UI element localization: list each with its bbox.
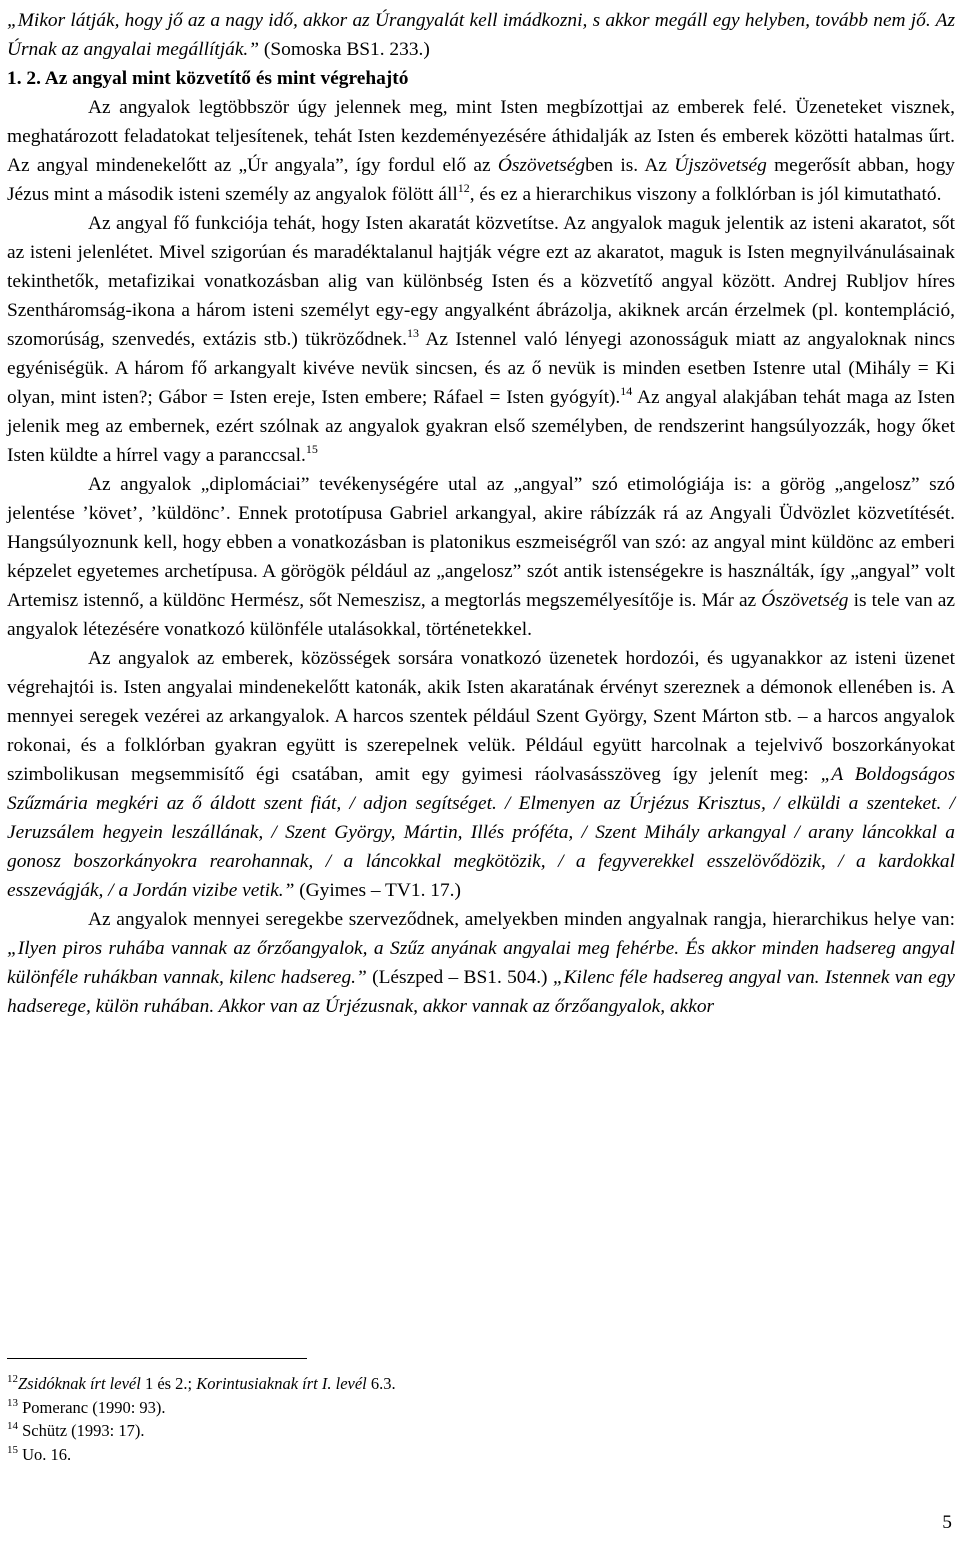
footnote-number: 13 — [7, 1396, 18, 1409]
text-run: Az Istennel való lényegi azonosságuk miatt az angyaloknak nincs egyéniségük. A három fő arkangyalt kivéve nevük sincsen, és az ő nevük is minden esetben Istenre utal (Mihály = Ki olyan, mint isten?; Gábor = Isten ereje, Isten embere; Ráfael = Isten gyógyít). — [7, 329, 956, 408]
text-run: Az angyalok legtöbbször úgy jelennek meg, mint Isten megbízottjai az emberek felé. Üzeneteket visznek, meghatározott feladatokat teljesítenek, tehát Isten kezdeményezésére áthidalják az Isten és emberek közötti hatalmas űrt. Az angyal mindenekelőtt az „Úr angyala”, így fordul elő az — [7, 97, 955, 176]
page-number: 5 — [942, 1512, 952, 1533]
incantation-quote: „A Boldogságos Szűzmária megkéri az ő áldott szent fiát, / adjon segítséget. / Elmenyen az Úrjézus Krisztus, / elküldi a szenteket. / Jeruzsálem hegyein leszállának, / Szent György, Mártin, Illés próféta, / Szent Mihály arkangyal / arany láncokkal a gonosz boszorkányokra rearohannak, / a láncokkal megkötözik, / a fegyverekkel esszelövődözik, / a kardokkal esszevágják, / a Jordán vizibe vetik.” — [7, 764, 955, 901]
footnote-text: 1 és 2.; — [140, 1374, 197, 1393]
paragraph-2 — [7, 209, 955, 470]
interview-quote: „Ilyen piros ruhába vannak az őrzőangyalok, a Szűz anyának angyalai meg fehérbe. És akkor minden hadsereg angyal különféle ruhákban vannak, kilenc hadsereg.” — [7, 938, 955, 988]
opening-quote-source: (Somoska BS1. 233.) — [259, 39, 430, 60]
italic-title: Újszövetség — [674, 155, 767, 176]
footnote-text: Zsidóknak írt levél — [18, 1374, 141, 1393]
footnote-separator — [7, 1358, 307, 1359]
opening-quote-text: „Mikor látják, hogy jő az a nagy idő, akkor az Úrangyalát kell imádkozni, s akkor megáll egy helyben, tovább nem jő. Az Úrnak az angyalai megállítják.” — [7, 10, 955, 60]
footnote-ref-14[interactable]: 14 — [620, 384, 633, 398]
footnote-text: 6.3. — [366, 1374, 396, 1393]
opening-quote — [7, 6, 955, 64]
footnote-13 — [7, 1396, 907, 1420]
footnote-15 — [7, 1443, 907, 1467]
quote-source: (Gyimes – TV1. 17.) — [294, 880, 461, 901]
footnote-text: Korintusiaknak írt I. levél — [196, 1374, 367, 1393]
footnote-number: 14 — [7, 1420, 18, 1432]
footnote-number: 12 — [7, 1373, 18, 1385]
quote-source: (Lészped – BS1. 504.) — [366, 967, 553, 988]
text-run: Az angyalok „diplomáciai” tevékenységére utal az „angyal” szó etimológiája is: a görög „angelosz” szó jelentése ’követ’, ’küldönc’. Ennek prototípusa Gabriel arkangyal, akire rábízzák rá az Angyali Üdvözlet közvetítését. Hangsúlyoznunk kell, hogy ebben a vonatkozásban is platonikus eszmeiségről van szó: az angyal mint küldönc az emberi képzelet egyetemes archetípusa. A görögök például az „angelosz” szót antik istenségekre is használták, így „angyal” volt Artemisz istennő, a küldönc Hermész, sőt Nemeszisz, a megtorlás megszemélyesítője is. Már az — [7, 474, 955, 611]
paragraph-5 — [7, 905, 955, 1021]
paragraph-1 — [7, 93, 955, 209]
footnote-14 — [7, 1419, 907, 1443]
footnote-12 — [7, 1372, 907, 1396]
text-run: Az angyalok mennyei seregekbe szerveződnek, amelyekben minden angyalnak rangja, hierarchikus helye van: — [88, 909, 955, 930]
footnotes — [7, 1372, 907, 1466]
text-run: Az angyal fő funkciója tehát, hogy Isten akaratát közvetítse. Az angyalok maguk jelentik az isteni akaratot, sőt az isteni jelenlétet. Mivel szigorúan és maradéktalanul hajtják végre ezt az akaratot, maguk is Isten megnyilvánulásainak tekinthetők, metafizikai vonatkozásban alig van különbség Isten és a közvetítő angyal között. Andrej Rubljov híres Szentháromság-ikona a három isteni személyt egy-egy angyalként ábrázolja, akiknek arcán érzelmek (pl. kontempláció, szomorúság, szenvedés, extázis stb.) tükröződnek. — [7, 213, 955, 350]
footnote-ref-12[interactable]: 12 — [457, 181, 470, 195]
italic-title: Ószövetség — [497, 155, 586, 176]
text-run: Az angyalok az emberek, közösségek sorsára vonatkozó üzenetek hordozói, és ugyanakkor az isteni üzenet végrehajtói is. Isten angyalai mindenekelőtt katonák, akik Isten akaratának érvényt szereznek a démonok ellenében is. A mennyei seregek vezérei az arkangyalok. A harcos szentek például Szent György, Szent Márton stb. – a harcos angyalok rokonai, és a folklórban gyakran együtt is szerepelnek velük. Például együtt harcolnak a tejelvivő boszorkányokat szimbolikusan megsemmisítő égi csatában, amit egy gyimesi ráolvasásszöveg így jelenít meg: — [7, 648, 955, 785]
page-body — [7, 6, 955, 1021]
italic-title: Ószövetség — [761, 590, 849, 611]
text-run: ben is. Az — [585, 155, 675, 176]
footnote-text: Uo. 16. — [18, 1444, 72, 1464]
section-heading: 1. 2. Az angyal mint közvetítő és mint végrehajtó — [7, 68, 409, 89]
footnote-ref-15[interactable]: 15 — [305, 442, 318, 456]
footnote-ref-13[interactable]: 13 — [407, 326, 420, 340]
text-run: Az angyal alakjában tehát maga az Isten jelenik meg az embernek, ezért szólnak az angyalok gyakran első személyben, de rendszerint hangsúlyozzák, hogy őket Isten küldte a hírrel vagy a paranccsal. — [7, 387, 955, 466]
footnote-text: Schütz (1993: 17). — [18, 1421, 145, 1440]
paragraph-4 — [7, 644, 955, 905]
paragraph-3 — [7, 470, 955, 644]
text-run: is tele van az angyalok létezésére vonatkozó különféle utalásokkal, történetekkel. — [7, 590, 955, 640]
text-run: megerősít abban, hogy Jézus mint a második isteni személy az angyalok fölött áll — [7, 155, 955, 205]
footnote-number: 15 — [7, 1443, 18, 1456]
footnote-text: Pomeranc (1990: 93). — [18, 1397, 166, 1417]
interview-quote: „Kilenc féle hadsereg angyal van. Istennek van egy hadserege, külön ruhában. Akkor van az Úrjézusnak, akkor vannak az őrzőangyalok, akkor — [7, 967, 955, 1017]
text-run: , és ez a hierarchikus viszony a folklórban is jól kimutatható. — [469, 184, 942, 205]
